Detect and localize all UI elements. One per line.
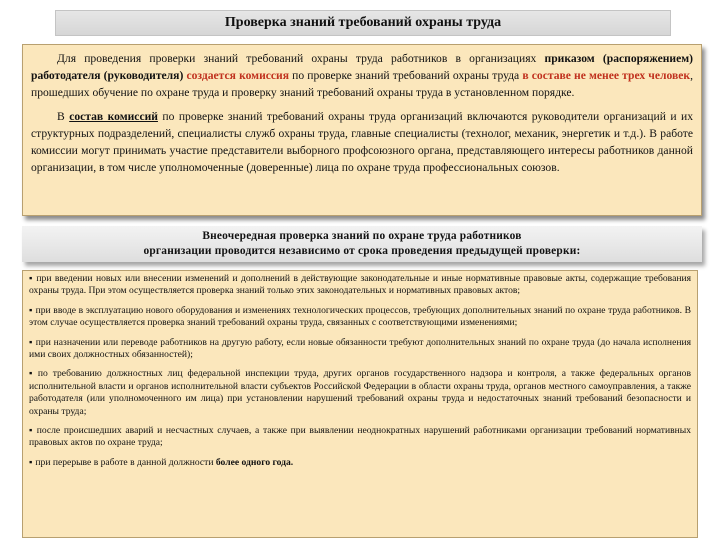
underlined-composition: состав комиссий [69,110,158,124]
heading-line-2: организации проводится независимо от срока проведения предыдущей проверки: [143,245,581,257]
list-item-text: при вводе в эксплуатацию нового оборудования и изменениях технологических процессов, требующих дополнительных знаний по охране труда работников. В этом случае осуществляется проверка знаний требований охраны труда, связанных с соответствующими изменениями; [29,304,691,329]
list-item [29,337,691,362]
bullet-icon: ▪ [29,273,34,284]
list-item [29,273,691,298]
list-item [29,425,691,450]
list-item-text: при введении новых или внесении изменений и дополнений в действующие законодательные и иные нормативные правовые акты, содержащие требования охраны труда. При этом осуществляется проверка знаний только этих законодательных и нормативных правовых актов; [29,273,692,297]
highlight-min-members: в составе не менее трех человек [522,68,691,82]
bullet-icon: ▪ [29,304,33,316]
text: по проверке знаний требований охраны труда организаций включаются руководители организаций и их структурных подразделений, специалисты служб охраны труда, главные специалисты (технолог, механик, энергетик и т.д.). В работе комиссии могут принимать участие представители выборного профсоюзного органа, представляющего интересы работников данной организации, в том числе уполномоченные (доверенные) лица по охране труда профессиональных союзов. [31,110,694,174]
paragraph-commission-composition [31,109,693,176]
list-item-text: по требованию должностных лиц федеральной инспекции труда, других органов государственного надзора и контроля, а также федеральных органов исполнительной власти и органов исполнительной власти субъектов Российской Федерации в области охраны труда, органов местного самоуправления, а также работодателя (или уполномоченного им лица) при установлении нарушений требований охраны труда и недостаточных знаний требований безопасности и охраны труда; [29,368,691,417]
list-item-text: при назначении или переводе работников на другую работу, если новые обязанности требуют дополнительных знаний по охране труда (до начала исполнения ими своих должностных обязанностей); [29,336,692,361]
paragraph-commission-creation [31,51,693,101]
heading-line-1: Внеочередная проверка знаний по охране труда работников [202,230,522,242]
list-item [29,457,691,469]
extraordinary-check-heading [22,226,702,262]
list-item [29,368,691,418]
commission-info-panel [22,44,702,216]
text: Для проведения проверки знаний требований охраны труда работников в организациях [57,52,545,65]
highlight-commission: создается комиссия [186,68,290,82]
bullet-icon: ▪ [29,425,34,437]
extraordinary-check-list [22,270,698,538]
bullet-icon: ▪ [29,456,33,468]
list-item-text: после происшедших аварий и несчастных случаев, а также при выявлении неоднократных нарушений работниками организации требований нормативных правовых актов по охране труда; [29,425,691,449]
bold-text-duration: более одного года. [215,456,294,468]
bold-text-order: приказом (распоряжением) работодателя (руководителя) [31,52,693,82]
list-item-text: при перерыве в работе в данной должности [35,456,216,468]
list-item [29,305,691,330]
bullet-icon: ▪ [29,336,33,348]
text: по проверке знаний требований охраны труда [289,68,523,82]
text: , прошедших обучение по охране труда и проверку знаний требований охраны труда в установленном порядке. [31,68,694,99]
text: В [57,110,70,124]
bullet-icon: ▪ [29,368,35,380]
page-title: Проверка знаний требований охраны труда [55,10,671,36]
